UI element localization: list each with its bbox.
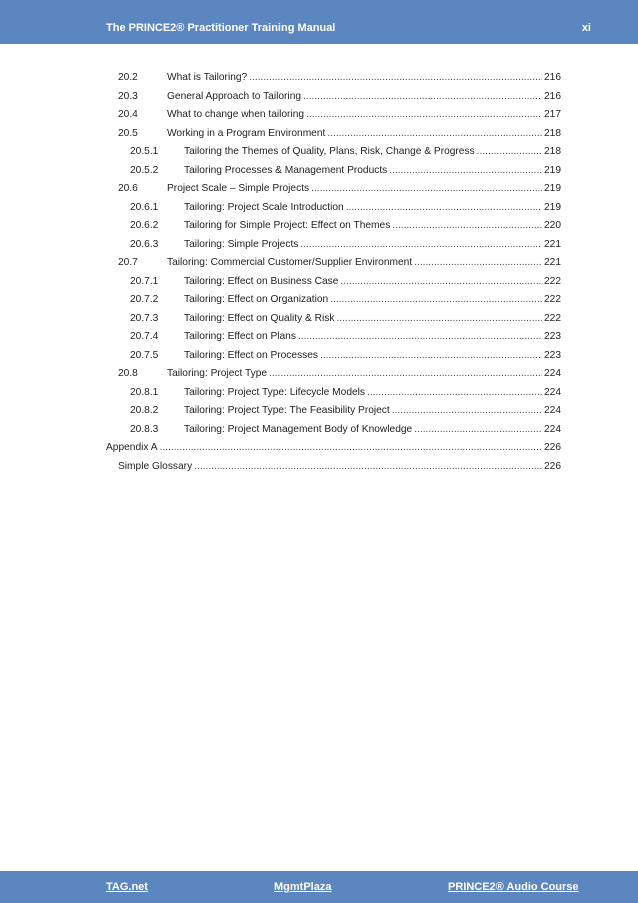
toc-entry[interactable]: [106, 313, 561, 327]
toc-entry-number: 20.6.1: [130, 201, 159, 213]
toc-entry-page: 216: [544, 90, 561, 102]
toc-entry[interactable]: [106, 331, 561, 345]
dot-leader: [340, 276, 542, 287]
toc-entry-title: Tailoring: Project Type: Lifecycle Models: [184, 386, 366, 398]
toc-entry-number: 20.8.2: [130, 405, 159, 416]
toc-entry[interactable]: [106, 368, 561, 382]
toc-entry-page: 216: [544, 72, 561, 83]
toc-entry-title: Tailoring: Simple Projects: [184, 238, 299, 250]
page-header: [0, 0, 638, 44]
toc-entry-title: Tailoring: Commercial Customer/Supplier Environment: [167, 257, 413, 268]
dot-leader: [336, 313, 542, 324]
toc-entry-page: 217: [544, 109, 561, 120]
footer-link-tag[interactable]: TAG.net: [106, 881, 148, 893]
toc-entry[interactable]: [106, 183, 561, 197]
toc-entry-page: 218: [544, 127, 561, 139]
toc-entry[interactable]: [106, 72, 561, 86]
toc-entry-number: 20.6.3: [130, 238, 159, 250]
toc-entry-number: 20.5.1: [130, 146, 159, 157]
toc-entry-page: 223: [544, 331, 561, 342]
toc-entry-page: 224: [544, 405, 561, 416]
footer-link-mgmtplaza[interactable]: MgmtPlaza: [274, 881, 332, 893]
toc-entry-number: 20.8.1: [130, 386, 159, 398]
toc-entry-page: 226: [544, 442, 561, 453]
toc-entry-title: Tailoring: Effect on Organization: [184, 294, 329, 305]
toc-entry-title: Appendix A: [106, 442, 158, 453]
toc-entry[interactable]: [106, 91, 561, 105]
dot-leader: [269, 368, 542, 379]
toc-entry-number: 20.6.2: [130, 220, 159, 231]
toc-entry-number: 20.7.1: [130, 275, 159, 287]
toc-entry[interactable]: [106, 294, 561, 308]
toc-entry[interactable]: [106, 350, 561, 364]
toc-entry-page: 226: [544, 460, 561, 472]
dot-leader: [477, 146, 542, 157]
toc-entry-page: 221: [544, 257, 561, 268]
dot-leader: [306, 109, 542, 120]
dot-leader: [392, 220, 542, 231]
footer-link-audio-course[interactable]: PRINCE2® Audio Course: [448, 881, 579, 893]
toc-entry-page: 224: [544, 386, 561, 398]
toc-entry-number: 20.7.4: [130, 331, 159, 342]
toc-entry-number: 20.2: [118, 72, 138, 83]
toc-entry-title: Tailoring the Themes of Quality, Plans, Risk, Change & Progress: [184, 146, 475, 157]
toc-entry-title: Simple Glossary: [118, 460, 193, 472]
toc-entry-page: 219: [544, 183, 561, 194]
toc-entry-page: 222: [544, 312, 561, 324]
toc-entry[interactable]: [106, 220, 561, 234]
toc-entry[interactable]: [106, 128, 561, 142]
dot-leader: [414, 257, 542, 268]
toc-entry-number: 20.3: [118, 90, 138, 102]
toc-entry-page: 220: [544, 220, 561, 231]
toc-entry-title: What to change when tailoring: [167, 109, 305, 120]
toc-entry-page: 222: [544, 294, 561, 305]
dot-leader: [346, 202, 542, 213]
toc-entry-title: Tailoring: Effect on Processes: [184, 349, 319, 361]
toc-entry-number: 20.7: [118, 257, 138, 268]
toc-entry-page: 218: [544, 146, 561, 157]
dot-leader: [194, 461, 542, 472]
toc-entry-title: Tailoring: Project Scale Introduction: [184, 201, 344, 213]
toc-entry-page: 219: [544, 164, 561, 176]
toc-entry-number: 20.4: [118, 109, 138, 120]
dot-leader: [367, 387, 542, 398]
toc-entry[interactable]: [106, 239, 561, 253]
toc-entry-title: Project Scale – Simple Projects: [167, 183, 310, 194]
dot-leader: [392, 405, 542, 416]
dot-leader: [330, 294, 542, 305]
toc-entry-number: 20.6: [118, 183, 138, 194]
toc-entry-title: Tailoring: Project Type: [167, 368, 268, 379]
page-number: xi: [581, 22, 591, 34]
dot-leader: [320, 350, 542, 361]
toc-entry-title: Working in a Program Environment: [167, 127, 326, 139]
dot-leader: [298, 331, 542, 342]
toc-entry-number: 20.5.2: [130, 164, 159, 176]
dot-leader: [414, 424, 542, 435]
dot-leader: [311, 183, 542, 194]
toc-entry[interactable]: [106, 257, 561, 271]
dot-leader: [303, 91, 542, 102]
dot-leader: [300, 239, 542, 250]
toc-entry[interactable]: [106, 146, 561, 160]
toc-entry-page: 223: [544, 349, 561, 361]
toc-entry-number: 20.8: [118, 368, 138, 379]
toc-entry-title: What is Tailoring?: [167, 72, 248, 83]
document-title: The PRINCE2® Practitioner Training Manual: [106, 22, 336, 34]
toc-entry[interactable]: [106, 165, 561, 179]
toc-entry-title: Tailoring: Effect on Quality & Risk: [184, 312, 335, 324]
toc-entry-number: 20.7.2: [130, 294, 159, 305]
toc-entry[interactable]: [106, 442, 561, 456]
toc-entry-number: 20.5: [118, 127, 138, 139]
toc-entry-page: 219: [544, 201, 561, 213]
dot-leader: [389, 165, 542, 176]
toc-entry-title: General Approach to Tailoring: [167, 90, 302, 102]
dot-leader: [327, 128, 542, 139]
toc-entry[interactable]: [106, 276, 561, 290]
toc-entry-title: Tailoring: Project Type: The Feasibility Project: [184, 405, 390, 416]
toc-entry[interactable]: [106, 405, 561, 419]
toc-entry-title: Tailoring: Effect on Plans: [184, 331, 296, 342]
toc-entry-title: Tailoring Processes & Management Products: [184, 164, 388, 176]
toc-entry-page: 222: [544, 275, 561, 287]
toc-entry[interactable]: [106, 202, 561, 216]
toc-entry[interactable]: [106, 461, 561, 475]
dot-leader: [160, 442, 542, 453]
toc-entry[interactable]: [106, 109, 561, 123]
toc-entry-title: Tailoring: Project Management Body of Knowledge: [184, 423, 413, 435]
page-footer: [0, 871, 638, 903]
toc-entry-number: 20.7.3: [130, 312, 159, 324]
toc-entry-title: Tailoring for Simple Project: Effect on Themes: [184, 220, 391, 231]
toc-entry-page: 224: [544, 423, 561, 435]
toc-entry-page: 221: [544, 238, 561, 250]
toc-entry[interactable]: [106, 387, 561, 401]
toc-entry-page: 224: [544, 368, 561, 379]
toc-entry-number: 20.7.5: [130, 349, 159, 361]
toc-entry[interactable]: [106, 424, 561, 438]
dot-leader: [249, 72, 542, 83]
toc-entry-number: 20.8.3: [130, 423, 159, 435]
toc-entry-title: Tailoring: Effect on Business Case: [184, 275, 339, 287]
